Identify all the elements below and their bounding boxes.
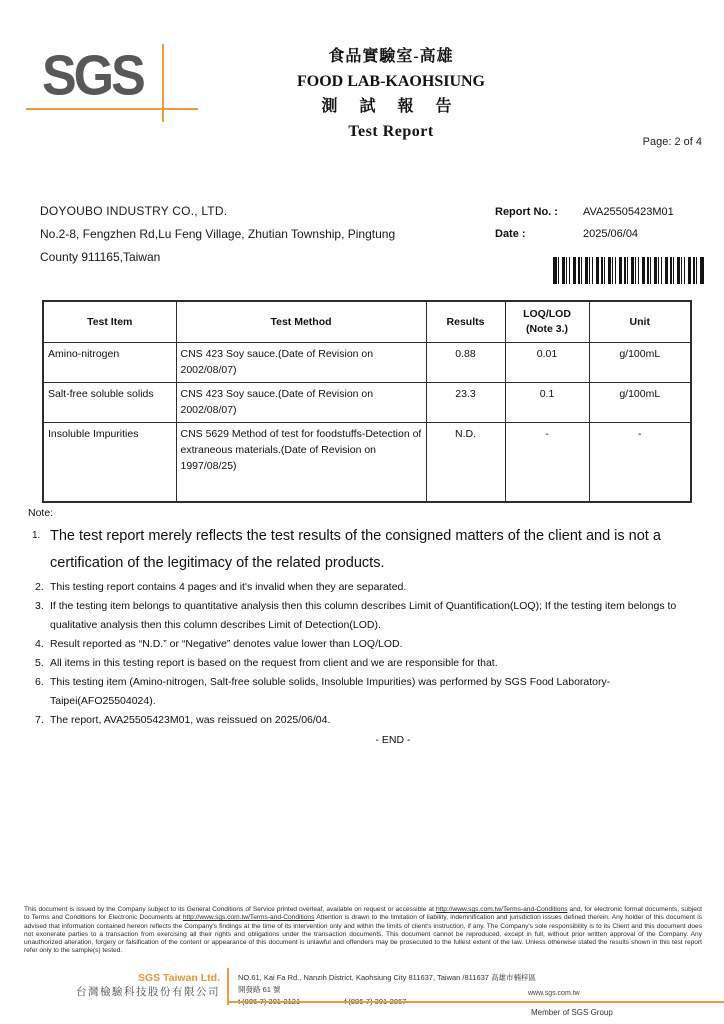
footer-member-of-sgs-group: Member of SGS Group: [531, 1008, 613, 1017]
notes-section: [28, 505, 700, 750]
disclaimer-text: This document is issued by the Company subject to its General Conditions of Service printed overleaf, available on request or accessible at: [24, 906, 436, 913]
end-marker: - END -: [375, 734, 411, 746]
client-info: [40, 200, 490, 269]
note-item-7: [28, 711, 700, 730]
report-no-row: [495, 201, 674, 223]
disclaimer-text: and, for electronic format documents, subject to Terms and Conditions for Electronic Documents at: [24, 906, 702, 922]
report-date-label: Date :: [495, 228, 526, 240]
note-number: 7.: [35, 714, 44, 726]
note-number: 2.: [35, 581, 44, 593]
table-row: [43, 343, 691, 383]
footer-vertical-divider: [227, 968, 229, 1005]
note-item-4: [28, 635, 700, 654]
terms-and-conditions-link[interactable]: http://www.sgs.com.tw/Terms-and-Conditions: [182, 914, 315, 922]
footer-address: NO.61, Kai Fa Rd., Nanzih District, Kaohsiung City 811637, Taiwan /811637 高雄市楠梓區開發路 61 號: [238, 973, 537, 994]
cell-test-item: Salt-free soluble solids: [43, 383, 176, 423]
client-address-line2: County 911165,Taiwan: [40, 250, 161, 264]
note-text: The report, AVA25505423M01, was reissued on 2025/06/04.: [50, 714, 331, 726]
report-no-value: AVA25505423M01: [583, 206, 674, 218]
report-date-value: 2025/06/04: [583, 228, 639, 240]
footer-horizontal-rule: [227, 1001, 724, 1003]
cell-loq-lod: 0.01: [505, 343, 589, 383]
note-text: Result reported as “N.D.” or “Negative” denotes value lower than LOQ/LOD.: [50, 638, 403, 650]
cell-test-method: CNS 423 Soy sauce.(Date of Revision on 2002/08/07): [176, 343, 426, 383]
report-date-row: [495, 223, 674, 245]
note-text: All items in this testing report is based on the request from client and we are responsible for that.: [50, 657, 498, 669]
loq-lod-line2: (Note 3.): [526, 323, 568, 335]
note-item-1: [28, 523, 700, 577]
note-number: 5.: [35, 657, 44, 669]
report-meta: [495, 201, 674, 245]
test-results-table: [42, 300, 692, 503]
footer-website: www.sgs.com.tw: [528, 990, 580, 997]
table-row: [43, 383, 691, 423]
column-header-test-item: Test Item: [43, 301, 176, 343]
client-name: DOYOUBO INDUSTRY CO., LTD.: [40, 204, 228, 218]
report-no-label: Report No. :: [495, 206, 558, 218]
column-header-test-method: Test Method: [176, 301, 426, 343]
note-text: The test report merely reflects the test results of the consigned matters of the client and is not a certification of the legitimacy of the related products.: [50, 528, 661, 571]
cell-test-item: Amino-nitrogen: [43, 343, 176, 383]
cell-loq-lod: 0.1: [505, 383, 589, 423]
note-number: 6.: [35, 676, 44, 688]
note-text: This testing report contains 4 pages and it's invalid when they are separated.: [50, 581, 407, 593]
note-text: If the testing item belongs to quantitative analysis then this column describes Limit of Quantification(LOQ); If the testing item belongs to qualitative analysis then this column describes Limit of Detection(LOD).: [50, 600, 677, 631]
table-header-row: [43, 301, 691, 343]
cell-test-method: CNS 5629 Method of test for foodstuffs-Detection of extraneous materials.(Date of Revision on 1997/08/25): [176, 423, 426, 503]
note-number: 3.: [35, 600, 44, 612]
cell-test-item: Insoluble Impurities: [43, 423, 176, 503]
report-title-english: Test Report: [348, 123, 434, 140]
note-number: 1.: [32, 530, 41, 541]
note-item-5: [28, 654, 700, 673]
disclaimer-text: Attention is drawn to the limitation of liability, indemnification and jurisdiction issues defined therein. Any holder of this document is advised that information contained hereon reflects the Company's findings at the time of its intervention only and within the limits of client's instruction, if any. The Company's sole responsibility is to its Client and this document does not exonerate parties to a transaction from exercising all their rights and obligations under the transaction documents. This document cannot be reproduced, except in full, without prior written approval of the Company. Any unauthorized alteration, forgery or falsification of the content or appearance of this document is unlawful and offenders may be prosecuted to the fullest extent of the law. Unless otherwise stated the results shown in this test report refer only to the sample(s) tested.: [24, 914, 702, 955]
note-item-6: [28, 673, 700, 711]
cell-result: 0.88: [426, 343, 505, 383]
cell-test-method: CNS 423 Soy sauce.(Date of Revision on 2002/08/07): [176, 383, 426, 423]
note-number: 4.: [35, 638, 44, 650]
legal-disclaimer: [24, 906, 702, 956]
footer-company-block: [30, 972, 220, 1000]
footer-company-name-chinese: 台灣檢驗科技股份有限公司: [76, 987, 220, 998]
sgs-logo-text: SGS: [42, 44, 143, 108]
cell-unit: -: [589, 423, 691, 503]
loq-lod-line1: LOQ/LOD: [523, 308, 571, 320]
report-title-chinese: 測 試 報 告: [321, 98, 461, 115]
terms-and-conditions-link[interactable]: http://www.sgs.com.tw/Terms-and-Conditions: [435, 906, 568, 913]
column-header-unit: Unit: [589, 301, 691, 343]
report-title-block: [0, 44, 724, 144]
notes-heading: Note:: [28, 507, 54, 519]
report-barcode: [553, 257, 704, 284]
table-row: [43, 423, 691, 503]
cell-loq-lod: -: [505, 423, 589, 503]
cell-unit: g/100mL: [589, 383, 691, 423]
cell-result: 23.3: [426, 383, 505, 423]
footer-company-name-english: SGS Taiwan Ltd.: [137, 972, 220, 984]
page-number: Page: 2 of 4: [642, 136, 702, 148]
lab-title-english: FOOD LAB-KAOHSIUNG: [296, 73, 485, 90]
note-item-2: [28, 578, 700, 597]
cell-result: N.D.: [426, 423, 505, 503]
note-item-3: [28, 597, 700, 635]
lab-title-chinese: 食品實驗室-高雄: [328, 48, 454, 65]
page-footer: [0, 968, 724, 1024]
client-address-line1: No.2-8, Fengzhen Rd,Lu Feng Village, Zhutian Township, Pingtung: [40, 227, 396, 241]
note-text: This testing item (Amino-nitrogen, Salt-free soluble solids, Insoluble Impurities) was performed by SGS Food Laboratory-Taipei(AFO25504024).: [50, 676, 611, 707]
column-header-results: Results: [426, 301, 505, 343]
cell-unit: g/100mL: [589, 343, 691, 383]
column-header-loq-lod: [505, 301, 589, 343]
